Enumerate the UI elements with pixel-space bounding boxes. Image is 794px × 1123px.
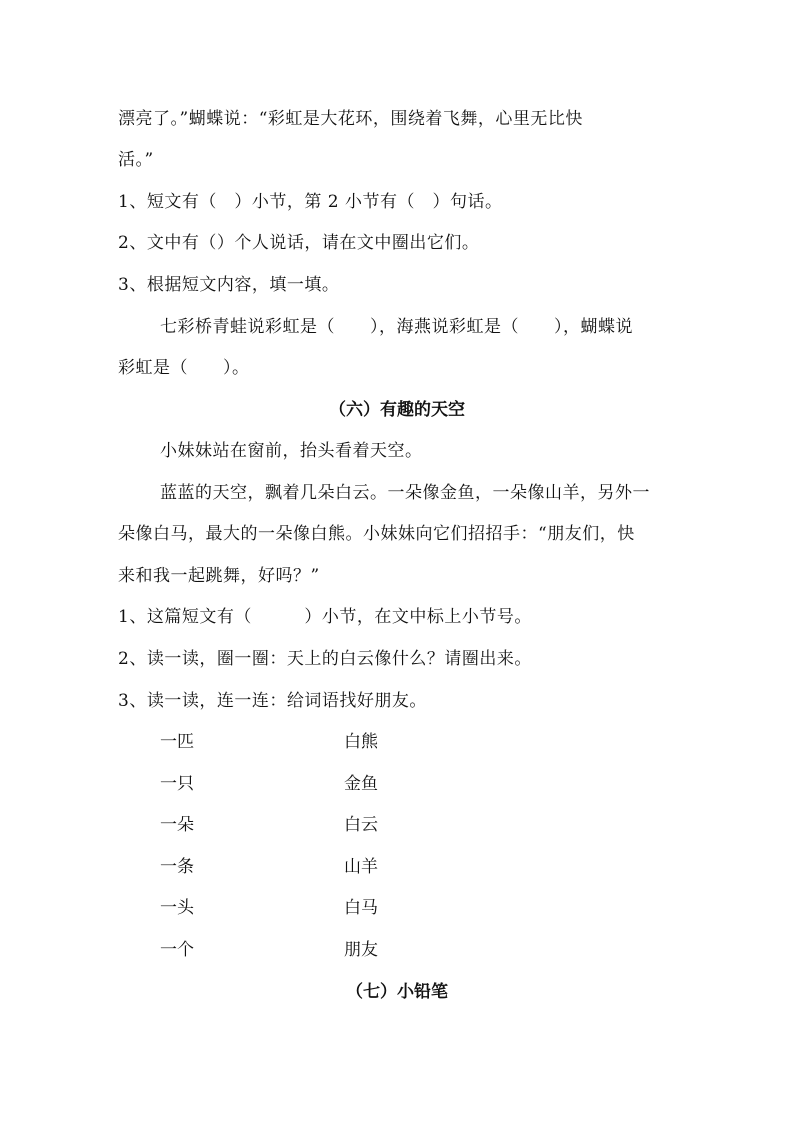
passage-line: 活。” bbox=[118, 150, 154, 170]
passage-line: 小妹妹站在窗前，抬头看着天空。 bbox=[160, 441, 423, 461]
passage-line: 漂亮了。”蝴蝶说：“彩虹是大花环，围绕着飞舞，心里无比快 bbox=[118, 109, 583, 129]
match-left-word: 一匹 bbox=[160, 732, 194, 752]
question-2: 2、文中有（）个人说话，请在文中圈出它们。 bbox=[118, 233, 480, 253]
match-left-word: 一头 bbox=[160, 898, 194, 918]
question-1: 1、这篇短文有（ ）小节，在文中标上小节号。 bbox=[118, 607, 532, 627]
match-left-word: 一朵 bbox=[160, 815, 194, 835]
passage-line: 蓝蓝的天空，飘着几朵白云。一朵像金鱼，一朵像山羊，另外一 bbox=[160, 483, 650, 503]
section-title: （六）有趣的天空 bbox=[329, 400, 465, 420]
question-1: 1、短文有（ ）小节，第 2 小节有（ ）句话。 bbox=[118, 192, 503, 212]
question-3: 3、根据短文内容，填一填。 bbox=[118, 275, 340, 295]
match-right-word: 山羊 bbox=[344, 857, 378, 877]
match-right-word: 金鱼 bbox=[344, 774, 378, 794]
passage-line: 来和我一起跳舞，好吗？” bbox=[118, 566, 320, 586]
match-right-word: 白熊 bbox=[344, 732, 378, 752]
match-left-word: 一个 bbox=[160, 940, 194, 960]
section-title: （七）小铅笔 bbox=[346, 982, 448, 1002]
question-2: 2、读一读，圈一圈：天上的白云像什么？请圈出来。 bbox=[118, 649, 532, 669]
fill-blank-line: 七彩桥青蛙说彩虹是（ ），海燕说彩虹是（ ），蝴蝶说 bbox=[160, 317, 633, 337]
match-right-word: 白马 bbox=[344, 898, 378, 918]
question-3: 3、读一读，连一连：给词语找好朋友。 bbox=[118, 691, 427, 711]
fill-blank-line: 彩虹是（ ）。 bbox=[118, 358, 250, 378]
match-left-word: 一条 bbox=[160, 857, 194, 877]
passage-line: 朵像白马，最大的一朵像白熊。小妹妹向它们招招手：“朋友们，快 bbox=[118, 524, 635, 544]
match-right-word: 白云 bbox=[344, 815, 378, 835]
match-left-word: 一只 bbox=[160, 774, 194, 794]
match-right-word: 朋友 bbox=[344, 940, 378, 960]
